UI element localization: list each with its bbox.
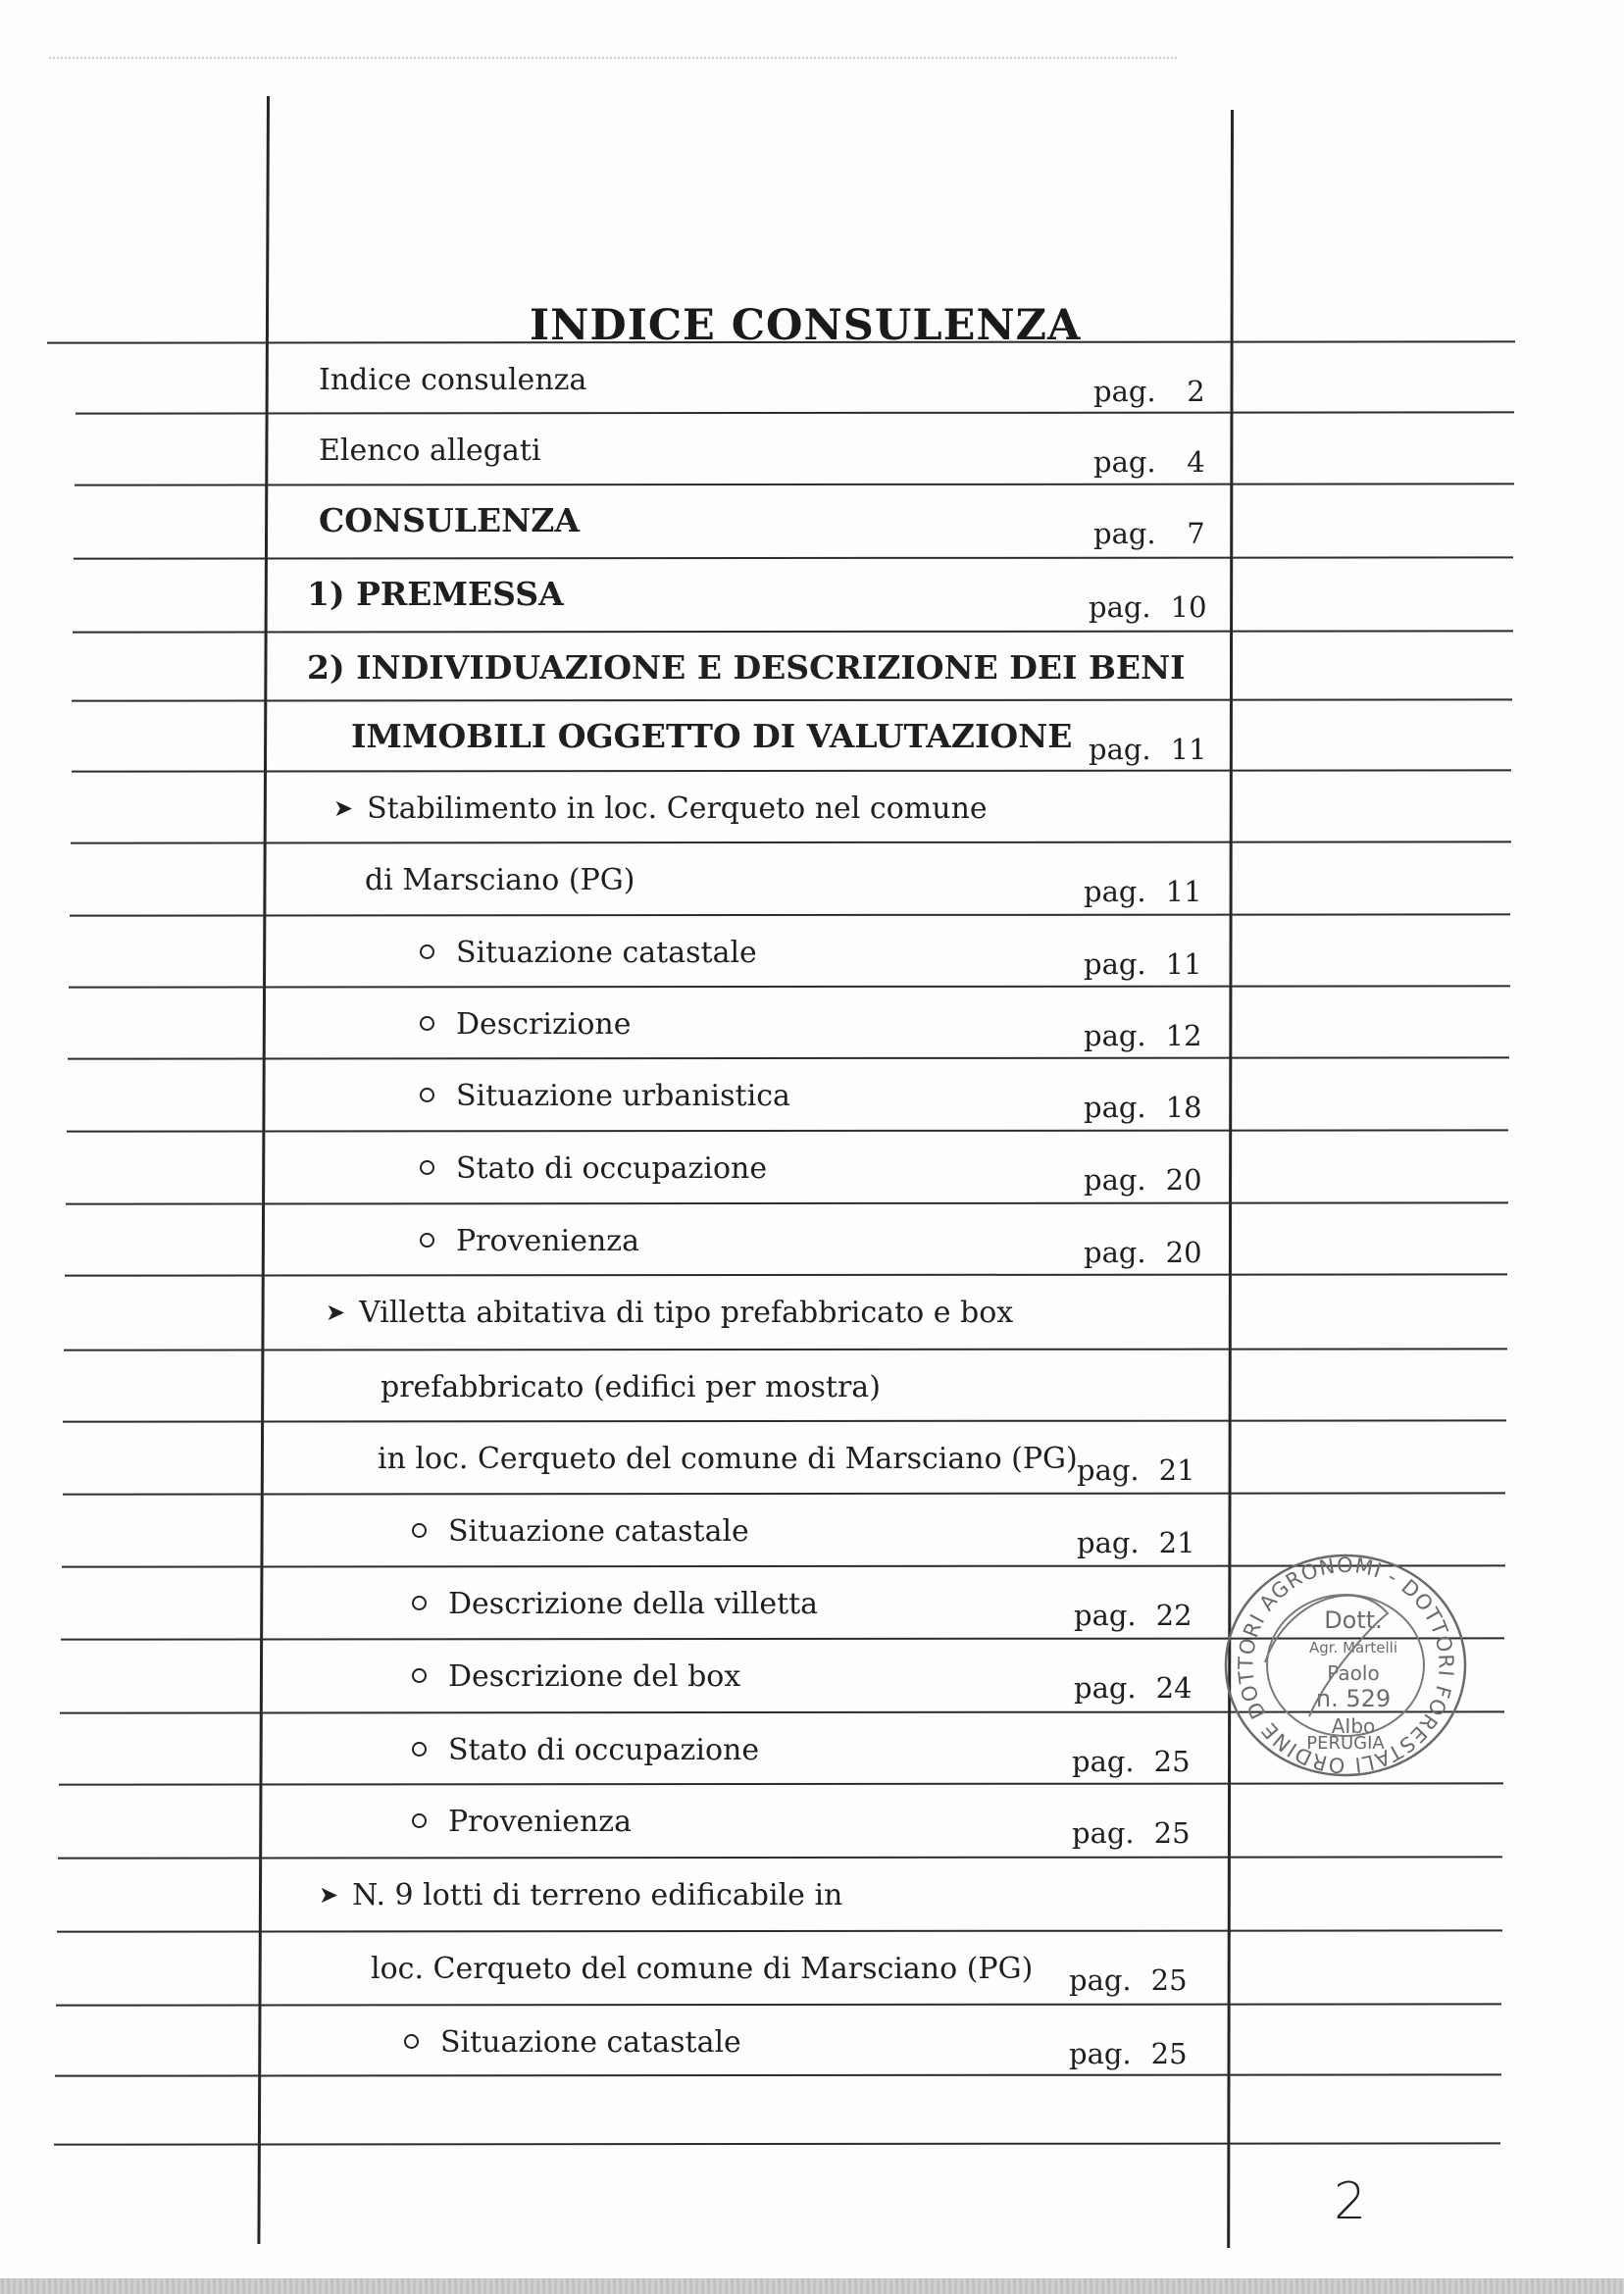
- scan-edge-strip: [0, 2278, 1624, 2294]
- circle-bullet-icon: [412, 1742, 427, 1757]
- toc-entry: [378, 1442, 1078, 1476]
- row-rule: [55, 2073, 1501, 2076]
- page-ref-number: 18: [1165, 1091, 1202, 1124]
- page-ref-number: 11: [1165, 875, 1202, 908]
- page-title: INDICE CONSULENZA: [530, 300, 1082, 350]
- toc-entry-text: Stato di occupazione: [448, 1733, 760, 1767]
- toc-entry: [365, 863, 634, 897]
- toc-page-ref: [1084, 1236, 1202, 1269]
- toc-page-ref: [1093, 445, 1205, 479]
- page-ref-number: 10: [1170, 590, 1207, 624]
- page-number: 2: [1334, 2172, 1367, 2231]
- page-ref-number: 20: [1165, 1236, 1202, 1269]
- page-ref-number: 25: [1150, 2037, 1188, 2070]
- toc-entry-text: Descrizione: [456, 1007, 632, 1042]
- circle-bullet-icon: [420, 1016, 434, 1031]
- toc-entry-text: Elenco allegati: [319, 433, 541, 468]
- toc-entry: [381, 1370, 881, 1404]
- stamp-center-line: Dott.: [1324, 1606, 1383, 1634]
- row-rule: [57, 1929, 1502, 1932]
- toc-entry-text: Indice consulenza: [319, 363, 587, 397]
- page-ref-number: 2: [1187, 375, 1205, 408]
- toc-entry: [412, 1805, 632, 1839]
- arrow-bullet-icon: ➤: [319, 1881, 339, 1909]
- page-label: pag.: [1084, 875, 1146, 908]
- page-ref-number: 11: [1165, 947, 1202, 981]
- circle-bullet-icon: [412, 1596, 427, 1610]
- page-label: pag.: [1084, 1236, 1146, 1269]
- page-label: pag.: [1093, 445, 1156, 479]
- page-label: pag.: [1077, 1453, 1140, 1487]
- page-ref-number: 25: [1150, 1963, 1188, 1997]
- page-label: pag.: [1074, 1671, 1137, 1705]
- toc-page-ref: [1072, 1745, 1191, 1778]
- page-ref-number: 4: [1187, 445, 1205, 479]
- toc-entry: [420, 1151, 767, 1186]
- toc-page-ref: [1084, 947, 1202, 981]
- page-label: pag.: [1072, 1745, 1135, 1778]
- page-ref-number: 21: [1158, 1453, 1195, 1487]
- toc-page-ref: [1084, 875, 1202, 908]
- page-ref-number: 21: [1158, 1526, 1195, 1559]
- toc-entry-text: 1) PREMESSA: [307, 575, 564, 613]
- page-ref-number: 20: [1165, 1163, 1202, 1197]
- page-ref-number: 11: [1170, 733, 1207, 766]
- toc-page-ref: [1069, 2037, 1188, 2070]
- toc-page-ref: [1072, 1816, 1191, 1850]
- toc-entry: [404, 2025, 741, 2060]
- toc-entry-text: CONSULENZA: [319, 501, 580, 539]
- toc-entry-text: Villetta abitativa di tipo prefabbricato e box: [359, 1296, 1014, 1330]
- circle-bullet-icon: [404, 2034, 419, 2049]
- toc-entry-text: Provenienza: [448, 1805, 632, 1839]
- toc-entry: [319, 501, 580, 539]
- toc-page-ref: [1077, 1453, 1195, 1487]
- stamp-center-text: [1309, 1606, 1397, 1738]
- page-ref-number: 24: [1155, 1671, 1193, 1705]
- toc-entry: [412, 1659, 740, 1694]
- row-rule: [63, 1492, 1505, 1495]
- circle-bullet-icon: [412, 1523, 427, 1538]
- toc-entry-text: Descrizione del box: [448, 1659, 741, 1694]
- toc-page-ref: [1093, 517, 1205, 550]
- toc-entry: [319, 1878, 842, 1912]
- toc-entry: [420, 1224, 639, 1258]
- row-rule: [74, 556, 1513, 559]
- row-rule: [63, 1419, 1506, 1422]
- toc-entry: [319, 363, 586, 397]
- toc-entry-text: in loc. Cerqueto del comune di Marsciano (PG): [378, 1442, 1078, 1476]
- toc-entry: [420, 1079, 790, 1113]
- page-label: pag.: [1069, 2037, 1132, 2070]
- right-margin-rule: [1227, 110, 1234, 2248]
- page-label: pag.: [1084, 1091, 1146, 1124]
- page-ref-number: 22: [1155, 1599, 1193, 1632]
- row-rule: [70, 913, 1510, 916]
- stamp-center-line: Paolo: [1327, 1661, 1380, 1685]
- toc-page-ref: [1084, 1163, 1202, 1197]
- page-label: pag.: [1069, 1963, 1132, 1997]
- toc-entry: [333, 791, 988, 826]
- page-label: pag.: [1077, 1526, 1140, 1559]
- toc-entry: [351, 717, 1072, 755]
- seal-stamp: [1216, 1545, 1476, 1790]
- toc-entry-text: loc. Cerqueto del comune di Marsciano (PG): [371, 1952, 1034, 1986]
- toc-page-ref: [1084, 1019, 1202, 1052]
- toc-entry: [412, 1587, 818, 1621]
- row-rule: [66, 1201, 1508, 1204]
- row-rule: [72, 769, 1511, 772]
- toc-page-ref: [1069, 1963, 1188, 1997]
- toc-entry-text: 2) INDIVIDUAZIONE E DESCRIZIONE DEI BENI: [307, 648, 1186, 687]
- toc-page-ref: [1074, 1671, 1193, 1705]
- toc-entry-text: Stabilimento in loc. Cerqueto nel comune: [367, 791, 988, 826]
- row-rule: [76, 411, 1514, 414]
- page-ref-number: 25: [1153, 1745, 1191, 1778]
- toc-entry-text: Stato di occupazione: [456, 1151, 768, 1186]
- toc-entry: [371, 1952, 1033, 1986]
- row-rule: [73, 630, 1513, 633]
- page-label: pag.: [1084, 1019, 1146, 1052]
- page-label: pag.: [1084, 947, 1146, 981]
- row-rule: [65, 1273, 1507, 1276]
- row-rule: [64, 1348, 1507, 1351]
- page-ref-number: 25: [1153, 1816, 1191, 1850]
- row-rule: [71, 841, 1511, 843]
- toc-page-ref: [1084, 1091, 1202, 1124]
- toc-entry: [319, 433, 541, 468]
- scan-artifact-dots: [49, 57, 1177, 63]
- arrow-bullet-icon: ➤: [326, 1299, 346, 1326]
- stamp-center-line: Agr. Martelli: [1308, 1639, 1398, 1657]
- row-rule: [54, 2142, 1500, 2145]
- toc-entry-text: IMMOBILI OGGETTO DI VALUTAZIONE: [351, 717, 1073, 755]
- toc-entry-text: Descrizione della villetta: [448, 1587, 819, 1621]
- circle-bullet-icon: [412, 1668, 427, 1683]
- toc-entry-text: Situazione urbanistica: [456, 1079, 790, 1113]
- circle-bullet-icon: [420, 1088, 434, 1102]
- toc-entry: [307, 648, 1186, 687]
- toc-entry-text: Situazione catastale: [448, 1514, 749, 1549]
- row-rule: [56, 2003, 1501, 2006]
- toc-entry: [412, 1514, 749, 1549]
- circle-bullet-icon: [420, 1160, 434, 1175]
- circle-bullet-icon: [420, 944, 434, 959]
- row-rule: [58, 1856, 1502, 1859]
- page-label: pag.: [1072, 1816, 1135, 1850]
- page-ref-number: 7: [1187, 517, 1205, 550]
- toc-entry: [307, 575, 564, 613]
- page-label: pag.: [1093, 375, 1156, 408]
- toc-page-ref: [1089, 590, 1207, 624]
- toc-entry-text: Provenienza: [456, 1224, 639, 1258]
- toc-entry: [412, 1733, 759, 1767]
- page-label: pag.: [1089, 733, 1151, 766]
- toc-page-ref: [1089, 733, 1207, 766]
- toc-entry-text: di Marsciano (PG): [365, 863, 635, 897]
- row-rule: [75, 483, 1514, 485]
- row-rule: [72, 698, 1512, 701]
- row-rule: [68, 1056, 1509, 1059]
- toc-entry: [420, 1007, 631, 1042]
- page-label: pag.: [1084, 1163, 1146, 1197]
- circle-bullet-icon: [420, 1233, 434, 1248]
- row-rule: [67, 1129, 1508, 1132]
- toc-entry: [326, 1296, 1013, 1330]
- toc-entry-text: Situazione catastale: [440, 2025, 741, 2060]
- stamp-center-line: AIbo: [1331, 1714, 1376, 1738]
- page-label: pag.: [1074, 1599, 1137, 1632]
- page-label: pag.: [1089, 590, 1151, 624]
- row-rule: [69, 985, 1510, 988]
- stamp-ring-text: ORDINE DOTTORI AGRONOMI - DOTTORI FORESTALI: [1234, 1553, 1458, 1778]
- left-margin-rule: [257, 96, 270, 2244]
- toc-entry: [420, 936, 757, 970]
- stamp-bottom-text: PERUGIA: [1306, 1733, 1385, 1754]
- toc-entry-text: Situazione catastale: [456, 936, 757, 970]
- stamp-center-line: n. 529: [1315, 1685, 1392, 1712]
- toc-page-ref: [1074, 1599, 1193, 1632]
- page-label: pag.: [1093, 517, 1156, 550]
- toc-entry-text: prefabbricato (edifici per mostra): [381, 1370, 881, 1404]
- arrow-bullet-icon: ➤: [333, 794, 354, 822]
- toc-entry-text: N. 9 lotti di terreno edificabile in: [352, 1878, 843, 1912]
- toc-page-ref: [1093, 375, 1205, 408]
- circle-bullet-icon: [412, 1813, 427, 1828]
- page-ref-number: 12: [1165, 1019, 1202, 1052]
- toc-page-ref: [1077, 1526, 1195, 1559]
